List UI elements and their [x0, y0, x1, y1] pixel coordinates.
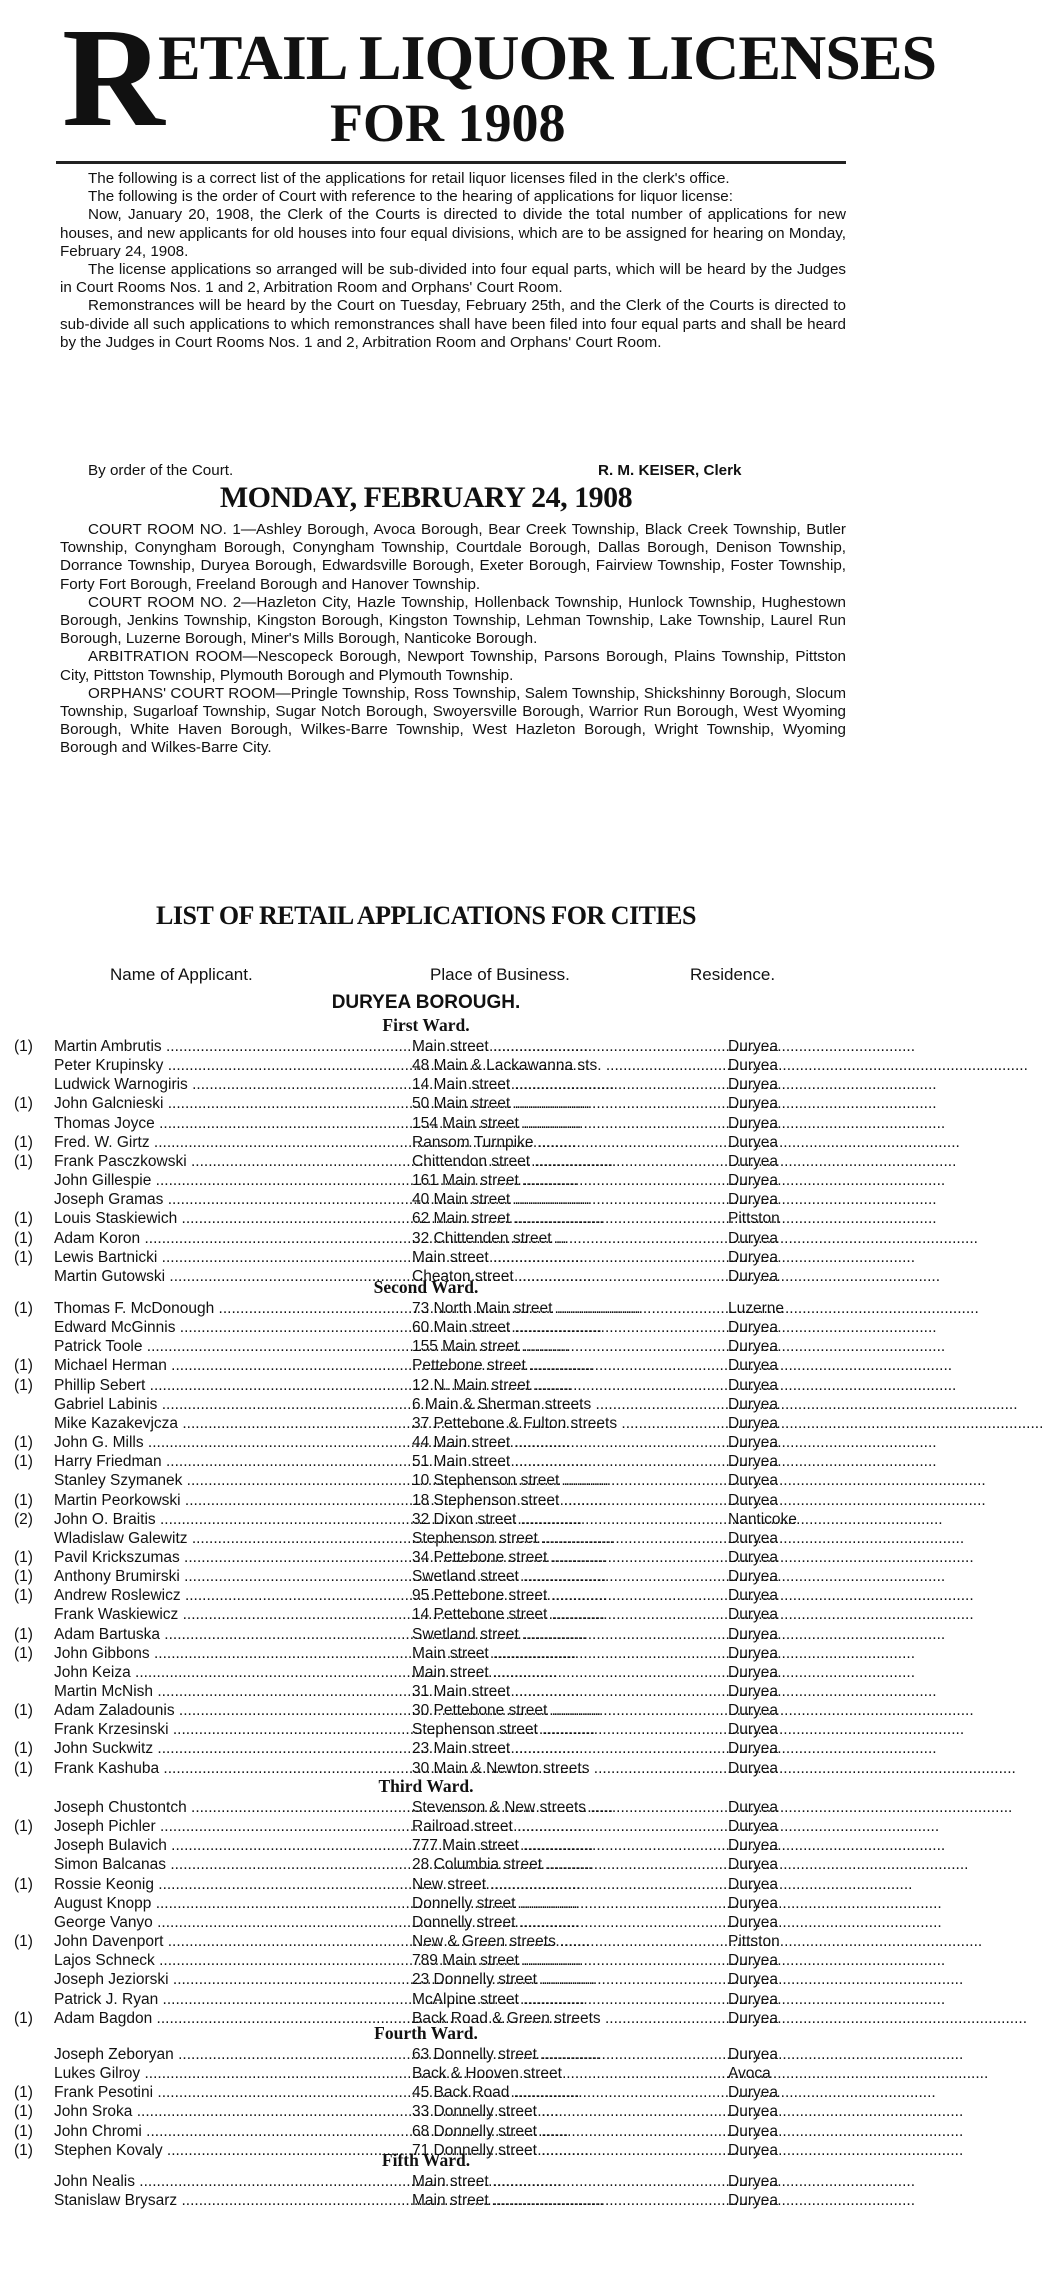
residence: Nanticoke [728, 1510, 797, 1528]
applicant-name: John Chromi ..... [54, 2122, 412, 2141]
applicant-name: Frank Waskiewicz ..... [54, 1605, 412, 1624]
residence: Avoca [728, 2065, 771, 2083]
list-item [0, 1663, 852, 1682]
place-of-business: 95 Pettebone street ..... [412, 1586, 728, 1605]
applicant-name: Anthony Brumirski ..... [54, 1567, 412, 1586]
place-of-business: 32 Dixon street ..... [412, 1510, 728, 1529]
applicant-name: John Galcnieski ..... [54, 1094, 412, 1113]
applicant-name: John Gibbons ..... [54, 1644, 412, 1663]
list-item [0, 2191, 852, 2210]
place-of-business: 40 Main street ..... [412, 1190, 728, 1209]
list-item [0, 2122, 852, 2141]
list-item [0, 1932, 852, 1951]
list-item [0, 1452, 852, 1471]
list-item [0, 1299, 852, 1318]
room-assignment: COURT ROOM NO. 2—Hazleton City, Hazle Township, Hollenback Township, Hunlock Township, Hughestown Borough, Jenkins Township, Kingston Borough, Kingston Township, Lehman Township, Lake Township, Laurel Run Borough, Luzerne Borough, Miner's Mills Borough, Nanticoke Borough. [60, 593, 846, 648]
residence: Duryea [728, 2009, 778, 2027]
place-of-business: 12 N. Main street ..... [412, 1376, 728, 1395]
prior-count-mark: (2) [14, 1510, 33, 1528]
prior-count-mark: (1) [14, 1740, 33, 1758]
list-item [0, 1171, 852, 1190]
list-item [0, 2045, 852, 2064]
column-header-place: Place of Business. [430, 965, 570, 984]
place-of-business: 30 Pettebone street ..... [412, 1701, 728, 1720]
list-item [0, 1075, 852, 1094]
applicant-name: Lajos Schneck ..... [54, 1951, 412, 1970]
applicant-name: Stanley Szymanek ..... [54, 1471, 412, 1490]
applicant-name: George Vanyo ..... [54, 1913, 412, 1932]
list-item [0, 1248, 852, 1267]
list-item [0, 2083, 852, 2102]
residence: Duryea [728, 1875, 778, 1893]
residence: Duryea [728, 1191, 778, 1209]
prior-count-mark: (1) [14, 1133, 33, 1151]
prior-count-mark: (1) [14, 1210, 33, 1228]
place-of-business: 6 Main & Sherman streets ..... [412, 1395, 728, 1414]
title-dropcap: R [62, 0, 163, 156]
prior-count-mark: (1) [14, 1300, 33, 1317]
applicant-name: Adam Bartuska ..... [54, 1625, 412, 1644]
prior-count-mark: (1) [14, 1587, 33, 1605]
applicant-name: John Sroka ..... [54, 2102, 412, 2121]
list-item [0, 1951, 852, 1970]
page-title: ETAIL LIQUOR LICENSES [158, 22, 937, 93]
place-of-business: New & Green streets ..... [412, 1932, 728, 1951]
applicant-name: Harry Friedman ..... [54, 1452, 412, 1471]
prior-count-mark: (1) [14, 1152, 33, 1170]
residence: Duryea [728, 2173, 778, 2190]
applicant-name: Martin Ambrutis ..... [54, 1037, 412, 1056]
list-item [0, 1970, 852, 1989]
residence: Pittston [728, 1210, 780, 1228]
applicant-name: Patrick Toole ..... [54, 1337, 412, 1356]
prior-count-mark: (1) [14, 1229, 33, 1247]
list-heading: LIST OF RETAIL APPLICATIONS FOR CITIES [156, 901, 696, 930]
place-of-business: Railroad street ..... [412, 1817, 728, 1836]
ward-heading: Third Ward. [378, 1776, 474, 1796]
residence: Duryea [728, 2084, 778, 2102]
residence: Duryea [728, 1702, 778, 1720]
applicant-name: Edward McGinnis ..... [54, 1318, 412, 1337]
applicant-name: Fred. W. Girtz ..... [54, 1133, 412, 1152]
notice-paragraph: The following is the order of Court with reference to the hearing of applications for liquor license: [88, 188, 733, 206]
applicant-name: John O. Braitis ..... [54, 1510, 412, 1529]
place-of-business: Swetland street ..... [412, 1625, 728, 1644]
applicant-name: Adam Koron ..... [54, 1229, 412, 1248]
residence: Duryea [728, 1568, 778, 1586]
applicant-name: Joseph Pichler ..... [54, 1817, 412, 1836]
applicant-name: Lewis Bartnicki ..... [54, 1248, 412, 1267]
applicant-name: John G. Mills ..... [54, 1433, 412, 1452]
place-of-business: Main street ..... [412, 2191, 728, 2210]
residence: Duryea [728, 1644, 778, 1662]
list-item [0, 1190, 852, 1209]
residence: Duryea [728, 1759, 778, 1777]
place-of-business: 161 Main street ..... [412, 1171, 728, 1190]
notice-paragraph: Remonstrances will be heard by the Court on Tuesday, February 25th, and the Clerk of the Courts is directed to sub-divide all such applications to which remonstrances shall have been filed into four equal parts and shall be heard by the Judges in Court Rooms Nos. 1 and 2, Arbitration Room and Orphans' Court Room. [60, 297, 846, 351]
applicant-name: Rossie Keonig ..... [54, 1875, 412, 1894]
residence: Duryea [728, 1548, 778, 1566]
applicant-name: Gabriel Labinis ..... [54, 1395, 412, 1414]
place-of-business: 32 Chittenden street ..... [412, 1229, 728, 1248]
list-item [0, 1529, 852, 1548]
residence: Duryea [728, 1057, 778, 1075]
residence: Duryea [728, 1818, 778, 1836]
residence: Duryea [728, 2103, 778, 2121]
place-of-business: 60 Main street ..... [412, 1318, 728, 1337]
list-item [0, 1209, 852, 1228]
place-of-business: 23 Donnelly street ..... [412, 1970, 728, 1989]
residence: Duryea [728, 1491, 778, 1509]
prior-count-mark: (1) [14, 1038, 33, 1055]
residence: Duryea [728, 1114, 778, 1132]
applicant-name: Frank Kashuba ..... [54, 1759, 412, 1778]
place-of-business: 789 Main street ..... [412, 1951, 728, 1970]
applicant-name: Joseph Bulavich ..... [54, 1836, 412, 1855]
residence: Duryea [728, 1587, 778, 1605]
place-of-business: 14 Main street ..... [412, 1075, 728, 1094]
place-of-business: 33 Donnelly street ..... [412, 2102, 728, 2121]
list-item [0, 1318, 852, 1337]
borough-heading: DURYEA BOROUGH. [331, 992, 521, 1013]
applicant-name: Louis Staskiewich ..... [54, 1209, 412, 1228]
applicant-name: Lukes Gilroy ..... [54, 2064, 412, 2083]
place-of-business: Pettebone street ..... [412, 1356, 728, 1375]
applicant-name: John Nealis ..... [54, 2172, 412, 2191]
prior-count-mark: (1) [14, 1759, 33, 1777]
list-item [0, 1510, 852, 1529]
prior-count-mark: (1) [14, 1702, 33, 1720]
applicant-name: Martin McNish ..... [54, 1682, 412, 1701]
applicant-name: John Davenport ..... [54, 1932, 412, 1951]
list-item [0, 1625, 852, 1644]
prior-count-mark: (1) [14, 1875, 33, 1893]
applicant-name: Joseph Jeziorski ..... [54, 1970, 412, 1989]
room-assignment: ORPHANS' COURT ROOM—Pringle Township, Ross Township, Salem Township, Shickshinny Borough, Slocum Township, Sugarloaf Township, Sugar Notch Borough, Swoyersville Borough, Warrior Run Borough, West Wyoming Borough, White Haven Borough, Wilkes-Barre Township, West Hazleton Borough, Wright Township, Wyoming Borough and Wilkes-Barre City. [60, 684, 846, 757]
applicant-name: Martin Gutowski ..... [54, 1267, 412, 1286]
list-item [0, 1548, 852, 1567]
list-item [0, 1855, 852, 1874]
applicant-name: Frank Krzesinski ..... [54, 1720, 412, 1739]
signature-order: By order of the Court. [88, 462, 234, 479]
place-of-business: Stephenson street ..... [412, 1720, 728, 1739]
residence: Duryea [728, 1434, 778, 1452]
residence: Duryea [728, 1740, 778, 1758]
list-item [0, 1152, 852, 1171]
list-item [0, 1114, 852, 1133]
residence: Duryea [728, 1414, 778, 1432]
prior-count-mark: (1) [14, 2122, 33, 2140]
residence: Duryea [728, 2141, 778, 2159]
residence: Duryea [728, 1453, 778, 1471]
residence: Duryea [728, 2122, 778, 2140]
place-of-business: Main street ..... [412, 2172, 728, 2191]
place-of-business: 48 Main & Lackawanna sts. ..... [412, 1056, 728, 1075]
prior-count-mark: (1) [14, 2009, 33, 2027]
prior-count-mark: (1) [14, 1376, 33, 1394]
residence: Duryea [728, 1338, 778, 1356]
place-of-business: 37 Pettebone & Fulton streets ..... [412, 1414, 728, 1433]
applicant-name: Patrick J. Ryan ..... [54, 1990, 412, 2009]
list-item [0, 1414, 852, 1433]
column-header-residence: Residence. [690, 965, 776, 984]
place-of-business: 68 Donnelly street ..... [412, 2122, 728, 2141]
place-of-business: 34 Pettebone street ..... [412, 1548, 728, 1567]
residence: Duryea [728, 1172, 778, 1190]
place-of-business: Main street ..... [412, 1644, 728, 1663]
residence: Duryea [728, 1395, 778, 1413]
list-item [0, 1586, 852, 1605]
list-item [0, 1720, 852, 1739]
column-header-name: Name of Applicant. [110, 965, 253, 984]
applicant-name: Simon Balcanas ..... [54, 1855, 412, 1874]
place-of-business: Back Road & Green streets ..... [412, 2009, 728, 2028]
applicant-name: Ludwick Warnogiris ..... [54, 1075, 412, 1094]
ward-heading: First Ward. [382, 1015, 470, 1035]
list-item [0, 2102, 852, 2121]
applicant-name: Thomas F. McDonough ..... [54, 1299, 412, 1318]
residence: Duryea [728, 1038, 778, 1055]
place-of-business: Cheaton street ..... [412, 1267, 728, 1286]
list-item [0, 1395, 852, 1414]
applicant-name: John Suckwitz ..... [54, 1739, 412, 1758]
list-item [0, 1798, 852, 1817]
list-item [0, 2172, 852, 2191]
signature-line [60, 462, 846, 482]
list-item [0, 1229, 852, 1248]
place-of-business: Stephenson street ..... [412, 1529, 728, 1548]
list-item [0, 1875, 852, 1894]
applicant-name: Adam Zaladounis ..... [54, 1701, 412, 1720]
list-item [0, 1913, 852, 1932]
applicant-name: Peter Krupinsky ..... [54, 1056, 412, 1075]
applicant-name: John Keiza ..... [54, 1663, 412, 1682]
residence: Duryea [728, 1913, 778, 1931]
list-item [0, 1605, 852, 1624]
list-item [0, 1056, 852, 1075]
list-item [0, 1567, 852, 1586]
prior-count-mark: (1) [14, 1548, 33, 1566]
place-of-business: 63 Donnelly street ..... [412, 2045, 728, 2064]
place-of-business: Main street ..... [412, 1037, 728, 1056]
residence: Duryea [728, 1606, 778, 1624]
place-of-business: 28 Columbia street ..... [412, 1855, 728, 1874]
prior-count-mark: (1) [14, 1568, 33, 1586]
list-item [0, 1836, 852, 1855]
place-of-business: 154 Main street ..... [412, 1114, 728, 1133]
residence: Duryea [728, 1133, 778, 1151]
list-item [0, 1433, 852, 1452]
list-item [0, 1337, 852, 1356]
signature-clerk: R. M. KEISER, Clerk [598, 462, 742, 479]
residence: Duryea [728, 1971, 778, 1989]
place-of-business: Stevenson & New streets ..... [412, 1798, 728, 1817]
place-of-business: 777 Main street ..... [412, 1836, 728, 1855]
place-of-business: Chittendon street ..... [412, 1152, 728, 1171]
applicant-name: Andrew Roslewicz ..... [54, 1586, 412, 1605]
applicant-name: Michael Herman ..... [54, 1356, 412, 1375]
court-room-assignments [60, 521, 846, 758]
applicant-name: Frank Pasczkowski ..... [54, 1152, 412, 1171]
residence: Duryea [728, 1952, 778, 1970]
place-of-business: 30 Main & Newton streets ..... [412, 1759, 728, 1778]
prior-count-mark: (1) [14, 2103, 33, 2121]
residence: Duryea [728, 1076, 778, 1094]
prior-count-mark: (1) [14, 2141, 33, 2159]
applicant-name: Joseph Chustontch ..... [54, 1798, 412, 1817]
applicant-name: Joseph Gramas ..... [54, 1190, 412, 1209]
residence: Pittston [728, 1933, 780, 1951]
place-of-business: 10 Stephenson street ..... [412, 1471, 728, 1490]
place-of-business: 50 Main street ..... [412, 1094, 728, 1113]
residence: Duryea [728, 1095, 778, 1113]
residence: Duryea [728, 1229, 778, 1247]
notice-paragraph: Now, January 20, 1908, the Clerk of the Courts is directed to divide the total number of applications for new houses, and new applicants for old houses into four equal divisions, which are to be assigned for hearing on Monday, February 24, 1908. [60, 206, 846, 260]
residence: Duryea [728, 1376, 778, 1394]
list-item [0, 1817, 852, 1836]
place-of-business: Ransom Turnpike ..... [412, 1133, 728, 1152]
place-of-business: Swetland street ..... [412, 1567, 728, 1586]
notice-paragraph: The following is a correct list of the applications for retail liquor licenses filed in the clerk's office. [88, 170, 730, 187]
residence: Duryea [728, 2192, 778, 2210]
list-item [0, 1682, 852, 1701]
residence: Duryea [728, 1625, 778, 1643]
court-notice [60, 170, 846, 352]
residence: Duryea [728, 1663, 778, 1681]
list-item [0, 1701, 852, 1720]
prior-count-mark: (1) [14, 1434, 33, 1452]
residence: Duryea [728, 1319, 778, 1337]
prior-count-mark: (1) [14, 1453, 33, 1471]
applicant-name: Wladislaw Galewitz ..... [54, 1529, 412, 1548]
prior-count-mark: (1) [14, 1357, 33, 1375]
applicant-name: August Knopp ..... [54, 1894, 412, 1913]
prior-count-mark: (1) [14, 1818, 33, 1836]
place-of-business: Donnelly street ..... [412, 1894, 728, 1913]
residence: Duryea [728, 1683, 778, 1700]
residence: Duryea [728, 1856, 778, 1874]
place-of-business: 71 Donnelly street ..... [412, 2141, 728, 2160]
residence: Duryea [728, 1721, 778, 1739]
residence: Duryea [728, 2046, 778, 2063]
room-assignment: COURT ROOM NO. 1—Ashley Borough, Avoca Borough, Bear Creek Township, Black Creek Township, Butler Township, Conyngham Borough, Conyngham Township, Courtdale Borough, Dallas Borough, Denison Township, Dorrance Township, Duryea Borough, Edwardsville Borough, Exeter Borough, Fairview Township, Foster Township, Forty Fort Borough, Freeland Borough and Hanover Township. [60, 521, 846, 593]
place-of-business: 18 Stephenson street ..... [412, 1491, 728, 1510]
title-rule [56, 161, 846, 164]
prior-count-mark: (1) [14, 1095, 33, 1113]
place-of-business: 62 Main street ..... [412, 1209, 728, 1228]
residence: Duryea [728, 1357, 778, 1375]
list-item [0, 1471, 852, 1490]
ward-heading: Fourth Ward. [374, 2023, 478, 2043]
place-of-business: 14 Pettebone street ..... [412, 1605, 728, 1624]
residence: Duryea [728, 1799, 778, 1816]
list-item [0, 2064, 852, 2083]
applicant-name: Stephen Kovaly ..... [54, 2141, 412, 2160]
prior-count-mark: (1) [14, 1933, 33, 1951]
prior-count-mark: (1) [14, 1644, 33, 1662]
ward-heading: Second Ward. [373, 1277, 479, 1297]
place-of-business: Donnelly street ..... [412, 1913, 728, 1932]
applicant-name: Thomas Joyce ..... [54, 1114, 412, 1133]
place-of-business: Main street ..... [412, 1663, 728, 1682]
list-item [0, 1356, 852, 1375]
applicant-name: Adam Bagdon ..... [54, 2009, 412, 2028]
ward-heading: Fifth Ward. [381, 2150, 471, 2170]
applicant-name: Frank Pesotini ..... [54, 2083, 412, 2102]
applicant-name: Mike Kazakevjcza ..... [54, 1414, 412, 1433]
residence: Duryea [728, 1248, 778, 1266]
page-subtitle: FOR 1908 [330, 93, 566, 153]
place-of-business: New street ..... [412, 1875, 728, 1894]
list-item [0, 1491, 852, 1510]
applicant-name: Martin Peorkowski ..... [54, 1491, 412, 1510]
applicant-name: Phillip Sebert ..... [54, 1376, 412, 1395]
prior-count-mark: (1) [14, 1248, 33, 1266]
residence: Duryea [728, 1894, 778, 1912]
room-assignment: ARBITRATION ROOM—Nescopeck Borough, Newport Township, Parsons Borough, Plains Township, Pittston City, Pittston Township, Plymouth Borough and Plymouth Township. [60, 648, 846, 684]
applicant-name: Pavil Krickszumas ..... [54, 1548, 412, 1567]
masthead [62, 0, 937, 177]
place-of-business: 23 Main street ..... [412, 1739, 728, 1758]
list-item [0, 1037, 852, 1056]
place-of-business: 31 Main street ..... [412, 1682, 728, 1701]
list-item [0, 1990, 852, 2009]
residence: Duryea [728, 1837, 778, 1855]
residence: Duryea [728, 1267, 778, 1285]
residence: Duryea [728, 1152, 778, 1170]
list-item [0, 1133, 852, 1152]
residence: Luzerne [728, 1300, 785, 1317]
place-of-business: Back & Hooven street ..... [412, 2064, 728, 2083]
residence: Duryea [728, 1990, 778, 2008]
place-of-business: 155 Main street ..... [412, 1337, 728, 1356]
applicant-name: Stanislaw Brysarz ..... [54, 2191, 412, 2210]
list-item [0, 1894, 852, 1913]
prior-count-mark: (1) [14, 1491, 33, 1509]
notice-paragraph: The license applications so arranged will be sub-divided into four equal parts, which will be heard by the Judges in Court Rooms Nos. 1 and 2, Arbitration Room and Orphans' Court Room. [60, 261, 846, 297]
place-of-business: 44 Main street ..... [412, 1433, 728, 1452]
place-of-business: McAlpine street ..... [412, 1990, 728, 2009]
date-heading: MONDAY, FEBRUARY 24, 1908 [219, 481, 633, 514]
list-item [0, 1739, 852, 1758]
place-of-business: Main street ..... [412, 1248, 728, 1267]
applicant-name: John Gillespie ..... [54, 1171, 412, 1190]
place-of-business: 45 Back Road ..... [412, 2083, 728, 2102]
list-item [0, 1094, 852, 1113]
list-item [0, 1759, 852, 1778]
place-of-business: 51 Main street ..... [412, 1452, 728, 1471]
list-item [0, 1644, 852, 1663]
prior-count-mark: (1) [14, 2084, 33, 2102]
applicant-name: Joseph Zeboryan ..... [54, 2045, 412, 2064]
list-item [0, 1376, 852, 1395]
prior-count-mark: (1) [14, 1625, 33, 1643]
residence: Duryea [728, 1529, 778, 1547]
residence: Duryea [728, 1472, 778, 1490]
place-of-business: 73 North Main street ..... [412, 1299, 728, 1318]
